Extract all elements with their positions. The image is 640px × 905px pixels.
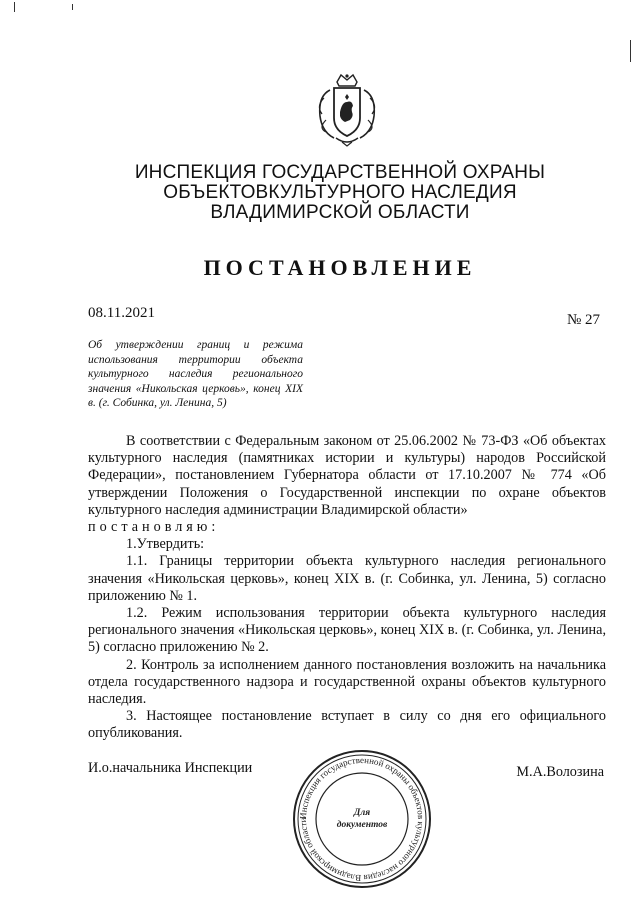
item-1: 1.Утвердить:: [126, 536, 205, 553]
document-number: № 27: [566, 312, 600, 328]
decree-word: постановляю:: [88, 519, 220, 536]
org-name-line1: ИНСПЕКЦИЯ ГОСУДАРСТВЕННОЙ ОХРАНЫ: [134, 162, 546, 183]
preamble-paragraph: В соответствии с Федеральным законом от 25.06.2002 № 73-ФЗ «Об объектах культурного наследия (памятниках истории и культуры) народов Российской Федерации», постановлением Губернатора области от 17.10.2007 № 774 «Об утверждении Положения о Государственной инспекции по охране объектов культурного наследия администрации Владимирской области»: [88, 433, 606, 518]
signatory-name: М.А.Волозина: [516, 764, 604, 780]
document-subject: Об утверждении границ и режима использования территории объекта культурного наследия регионального значения «Никольская церковь», конец XIX в. (г. Собинка, ул. Ленина, 5): [88, 339, 303, 409]
scan-mark: [14, 2, 15, 12]
item-2: 2. Контроль за исполнением данного постановления возложить на начальника отдела государственного надзора и государственной охраны объектов культурного наследия.: [88, 656, 606, 708]
org-name-line2: ОБЪЕКТОВКУЛЬТУРНОГО НАСЛЕДИЯ: [163, 182, 517, 203]
org-name-line3: ВЛАДИМИРСКОЙ ОБЛАСТИ: [210, 202, 470, 223]
item-1-2: 1.2. Режим использования территории объекта культурного наследия регионального значения «Никольская церковь», конец XIX в. (г. Собинка, ул. Ленина, 5) согласно приложению № 2.: [88, 605, 606, 656]
official-stamp: [290, 747, 434, 891]
document-date: 08.11.2021: [88, 305, 155, 321]
signatory-role: И.о.начальника Инспекции: [88, 760, 253, 776]
item-1-1: 1.1. Границы территории объекта культурного наследия регионального значения «Никольская церковь», конец XIX в. (г. Собинка, ул. Ленина, 5) согласно приложению № 1.: [88, 553, 606, 604]
scan-mark: [630, 40, 631, 62]
document-title: ПОСТАНОВЛЕНИЕ: [203, 255, 477, 280]
coat-of-arms-icon: [312, 72, 382, 148]
stamp-ring-text: Инспекция государственной охраны объектов культурного наследия Владимирской области: [297, 754, 427, 884]
document-body: [88, 433, 606, 743]
item-3: 3. Настоящее постановление вступает в силу со дня его официального опубликования.: [88, 708, 606, 742]
stamp-center-line2: документов: [336, 820, 388, 830]
stamp-center-line1: Для: [353, 808, 371, 818]
scan-mark: [72, 4, 73, 10]
